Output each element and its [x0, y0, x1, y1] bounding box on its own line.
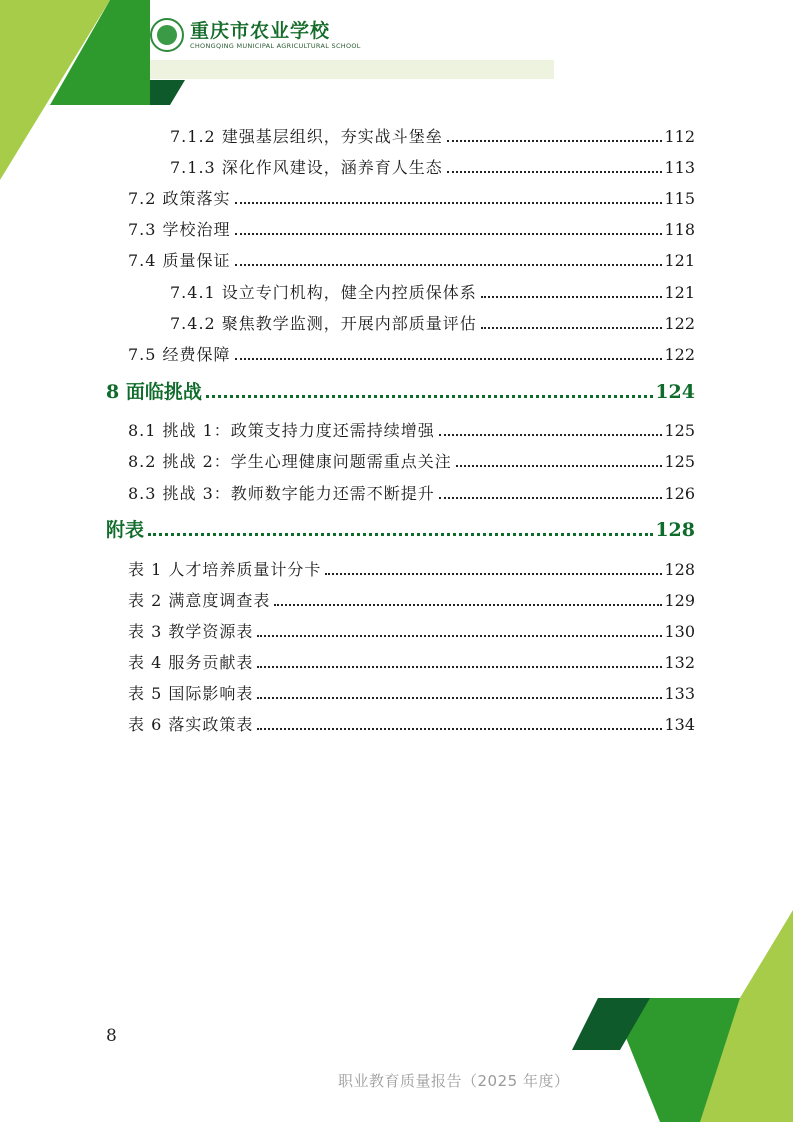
toc-entry-label: 表 6 落实政策表 [128, 715, 254, 734]
toc-entry-label: 表 5 国际影响表 [128, 684, 254, 703]
leader-dots [235, 264, 663, 266]
school-logo [150, 18, 361, 52]
toc-entry[interactable] [128, 418, 695, 441]
leader-dots [447, 171, 663, 173]
toc-entry-label: 7.2 政策落实 [128, 189, 231, 208]
toc-entry-label: 7.1.3 深化作风建设，涵养育人生态 [170, 158, 443, 177]
leader-dots [481, 327, 663, 329]
leader-dots [439, 497, 663, 499]
toc-chapter[interactable] [106, 377, 695, 404]
toc-entry[interactable] [128, 619, 695, 642]
toc-entry[interactable] [128, 481, 695, 504]
toc-chapter-page: 124 [655, 381, 695, 403]
page-number: 8 [106, 1026, 117, 1046]
toc-entry[interactable] [170, 311, 695, 334]
toc-entry[interactable] [128, 650, 695, 673]
leader-dots [206, 395, 653, 398]
toc-chapter-label: 附表 [106, 519, 145, 541]
toc-entry-label: 8.2 挑战 2：学生心理健康问题需重点关注 [128, 452, 452, 471]
toc-entry[interactable] [128, 186, 695, 209]
toc-entry-page: 134 [664, 715, 695, 734]
leader-dots [456, 465, 663, 467]
toc-entry-page: 129 [664, 591, 695, 610]
toc-entry-page: 113 [664, 158, 695, 177]
toc-entry-label: 表 3 教学资源表 [128, 622, 254, 641]
toc-entry-page: 115 [664, 189, 695, 208]
toc-entry[interactable] [128, 217, 695, 240]
toc-entry[interactable] [170, 124, 695, 147]
school-emblem-icon [150, 18, 184, 52]
leader-dots [325, 573, 662, 575]
footer-title: 职业教育质量报告（2025 年度） [338, 1072, 570, 1090]
toc-entry-label: 表 4 服务贡献表 [128, 653, 254, 672]
leader-dots [235, 233, 663, 235]
toc-entry-page: 126 [664, 484, 695, 503]
toc-entry-page: 132 [664, 653, 695, 672]
leader-dots [447, 140, 663, 142]
toc-entry-label: 表 1 人才培养质量计分卡 [128, 560, 322, 579]
leader-dots [257, 666, 662, 668]
toc-entry[interactable] [170, 155, 695, 178]
leader-dots [148, 533, 653, 536]
toc-chapter-label: 8 面临挑战 [106, 381, 202, 403]
toc-entry-label: 7.1.2 建强基层组织，夯实战斗堡垒 [170, 127, 443, 146]
toc-entry-page: 128 [664, 560, 695, 579]
toc-entry-label: 7.4.2 聚焦教学监测，开展内部质量评估 [170, 314, 477, 333]
toc-entry[interactable] [128, 681, 695, 704]
leader-dots [439, 434, 663, 436]
toc-chapter[interactable] [106, 515, 695, 542]
leader-dots [235, 202, 663, 204]
leader-dots [274, 604, 662, 606]
toc-entry-label: 7.3 学校治理 [128, 220, 231, 239]
toc-entry[interactable] [128, 342, 695, 365]
toc-entry[interactable] [128, 712, 695, 735]
toc-entry[interactable] [128, 557, 695, 580]
toc-entry-label: 8.3 挑战 3：教师数字能力还需不断提升 [128, 484, 435, 503]
toc-entry[interactable] [128, 588, 695, 611]
toc-entry-page: 133 [664, 684, 695, 703]
toc-entry-page: 122 [664, 345, 695, 364]
toc-entry-page: 125 [664, 452, 695, 471]
leader-dots [257, 635, 662, 637]
toc-entry-page: 121 [664, 283, 695, 302]
leader-dots [235, 358, 663, 360]
toc-entry[interactable] [128, 449, 695, 472]
toc-entry-page: 130 [664, 622, 695, 641]
toc-entry-label: 8.1 挑战 1：政策支持力度还需持续增强 [128, 421, 435, 440]
school-name-en: CHONGQING MUNICIPAL AGRICULTURAL SCHOOL [190, 42, 361, 50]
toc-entry-label: 7.4.1 设立专门机构，健全内控质保体系 [170, 283, 477, 302]
leader-dots [257, 728, 662, 730]
toc-chapter-page: 128 [655, 519, 695, 541]
toc-entry-page: 118 [664, 220, 695, 239]
toc-entry-label: 表 2 满意度调查表 [128, 591, 271, 610]
school-name-cn: 重庆市农业学校 [190, 20, 331, 42]
toc-entry-page: 122 [664, 314, 695, 333]
leader-dots [481, 296, 663, 298]
toc-entry[interactable] [170, 280, 695, 303]
toc-entry-page: 121 [664, 251, 695, 270]
toc-entry[interactable] [128, 248, 695, 271]
toc-entry-page: 125 [664, 421, 695, 440]
toc-entry-label: 7.5 经费保障 [128, 345, 231, 364]
toc-entry-label: 7.4 质量保证 [128, 251, 231, 270]
leader-dots [257, 697, 662, 699]
toc-entry-page: 112 [664, 127, 695, 146]
